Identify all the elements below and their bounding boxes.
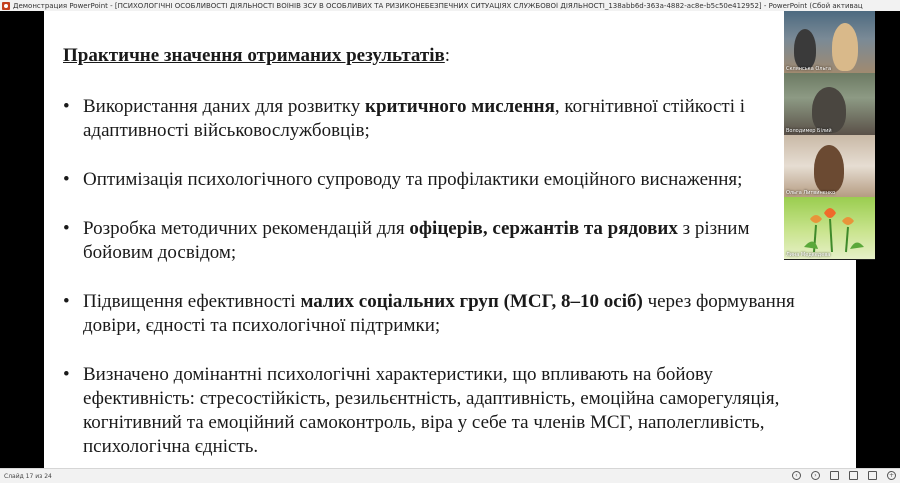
slide-title-text: Практичне значення отриманих результатів [63,45,445,66]
bullet-text: Розробка методичних рекомендацій для [83,218,410,239]
status-bar [0,468,900,483]
participant-name: Ольга Литвиненко [786,190,836,196]
participant-tile[interactable] [784,197,875,259]
previous-slide-icon[interactable]: ‹ [792,471,801,480]
powerpoint-app-icon [2,2,10,10]
participant-name: Склянська Ольга [786,66,832,72]
participant-video [812,87,846,133]
video-call-panel [784,11,875,260]
window-title: Демонстрация PowerPoint - [ПСИХОЛОГІЧНІ ОСОБЛИВОСТІ ДІЯЛЬНОСТІ ВОЇНІВ ЗСУ В ОСОБЛИВИХ ТА РИЗИКОНЕБЕЗПЕЧНИХ СИТУАЦІЯХ СЛУЖБОВОЇ ДІЯЛЬНОСТІ_138abb6d-363a-4882-ac8e-b5c50e412952] - PowerPoint (Сбой активац [13,1,863,10]
participant-tile[interactable] [784,11,875,73]
reading-view-icon[interactable] [868,471,877,480]
bullet-text: Використання даних для розвитку [83,96,365,117]
bullet-item [63,95,823,143]
bullet-item [63,217,823,265]
bullet-text: , когнітивної стійкості і адаптивності військовослужбовців; [83,96,746,141]
bullet-text: Оптимізація психологічного супроводу та профілактики емоційного виснаження; [83,169,743,190]
grid-view-icon[interactable] [849,471,858,480]
next-slide-icon[interactable]: › [811,471,820,480]
slide-counter: Слайд 17 из 24 [4,473,52,480]
participant-name: Володимер Білий [786,128,832,134]
tulips-avatar-icon [784,197,875,259]
participant-name: Лина Медведева [786,252,831,258]
slide[interactable] [44,11,856,468]
bullet-text: через формування довіри, єдності та психологічної підтримки; [83,291,795,336]
slide-view-icon[interactable] [830,471,839,480]
bullet-text: Підвищення ефективності [83,291,301,312]
bullet-bold-text: офіцерів, сержантів та рядових [409,218,678,239]
slide-title [63,45,450,67]
participant-video [832,23,858,71]
view-controls [792,471,896,480]
participant-video [814,145,844,193]
bullet-bold-text: критичного мислення [365,96,555,117]
bullet-bold-text: малих соціальних груп (МСГ, 8–10 осіб) [300,291,643,312]
bullet-text: Визначено домінантні психологічні характеристики, що впливають на бойову ефективність: стресостійкість, резильєнтність, адаптивність, емоційна саморегуляція, когнітивний та емоційний самоконтроль, віра у себе та членів МСГ, наполегливість, психологічна єдність. [83,364,780,457]
slide-title-colon: : [444,45,451,66]
bullet-list [63,95,856,468]
bullet-item [63,363,803,459]
bullet-item [63,168,823,192]
zoom-icon[interactable]: + [888,472,895,479]
participant-tile[interactable] [784,73,875,135]
participant-video [794,29,816,69]
bullet-item [63,290,803,338]
window-titlebar [0,0,900,11]
participant-tile[interactable] [784,135,875,197]
bullet-text: з різним бойовим досвідом; [83,218,750,263]
